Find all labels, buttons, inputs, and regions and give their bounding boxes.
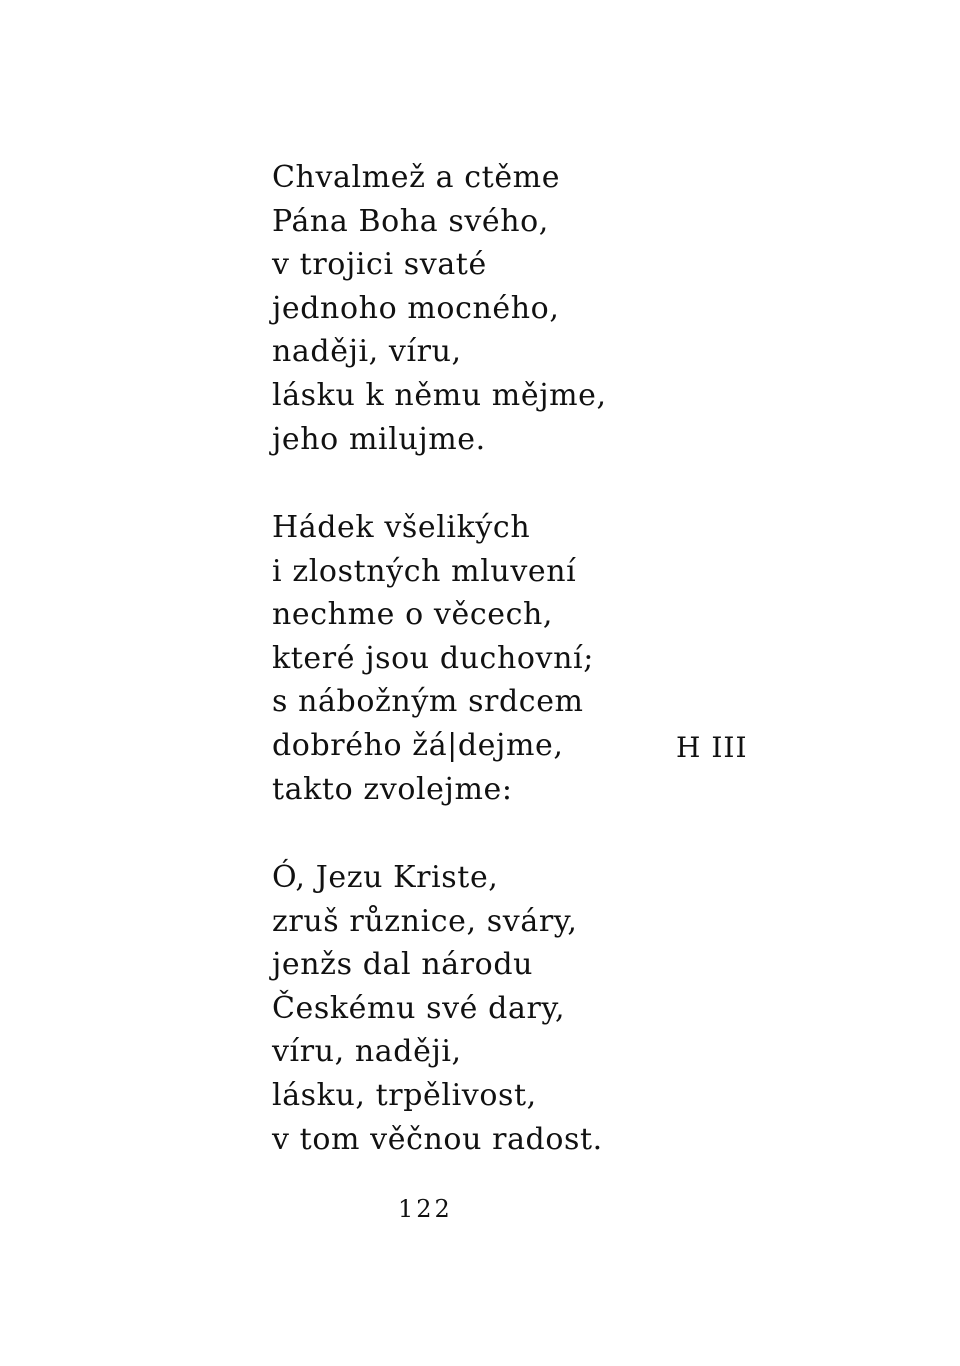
margin-note: H III: [676, 731, 748, 764]
verse-line: lásku, trpělivost,: [272, 1077, 537, 1113]
verse-line: dobrého žá|dejme,: [272, 727, 564, 763]
verse-line: lásku k němu mějme,: [272, 377, 607, 413]
verse-line: Chvalmež a ctěme: [272, 160, 561, 195]
page-number: 122: [398, 1195, 453, 1223]
verse-line: s nábožným srdcem: [272, 684, 584, 720]
verse-line: nechme o věcech,: [272, 597, 554, 633]
verse-line: Hádek všelikých: [272, 510, 531, 545]
verse-line: v trojici svaté: [272, 247, 487, 283]
stanza-3: [272, 856, 603, 1161]
verse-line: Českému své dary,: [272, 990, 566, 1026]
verse-line: takto zvolejme:: [272, 771, 513, 807]
stanza-1: [272, 156, 607, 461]
verse-line: i zlostných mluvení: [272, 553, 577, 589]
verse-line: Pána Boha svého,: [272, 203, 549, 239]
stanza-2: [272, 506, 594, 811]
verse-line: naději, víru,: [272, 334, 462, 370]
verse-line: zruš různice, sváry,: [272, 903, 578, 939]
verse-line: jenžs dal národu: [272, 947, 534, 983]
verse-line: Ó, Jezu Kriste,: [272, 860, 499, 895]
verse-line: víru, naději,: [272, 1034, 462, 1070]
verse-line: v tom věčnou radost.: [272, 1121, 603, 1157]
verse-line: jeho milujme.: [272, 421, 486, 457]
verse-line: jednoho mocného,: [272, 290, 560, 326]
verse-line: které jsou duchovní;: [272, 640, 594, 676]
